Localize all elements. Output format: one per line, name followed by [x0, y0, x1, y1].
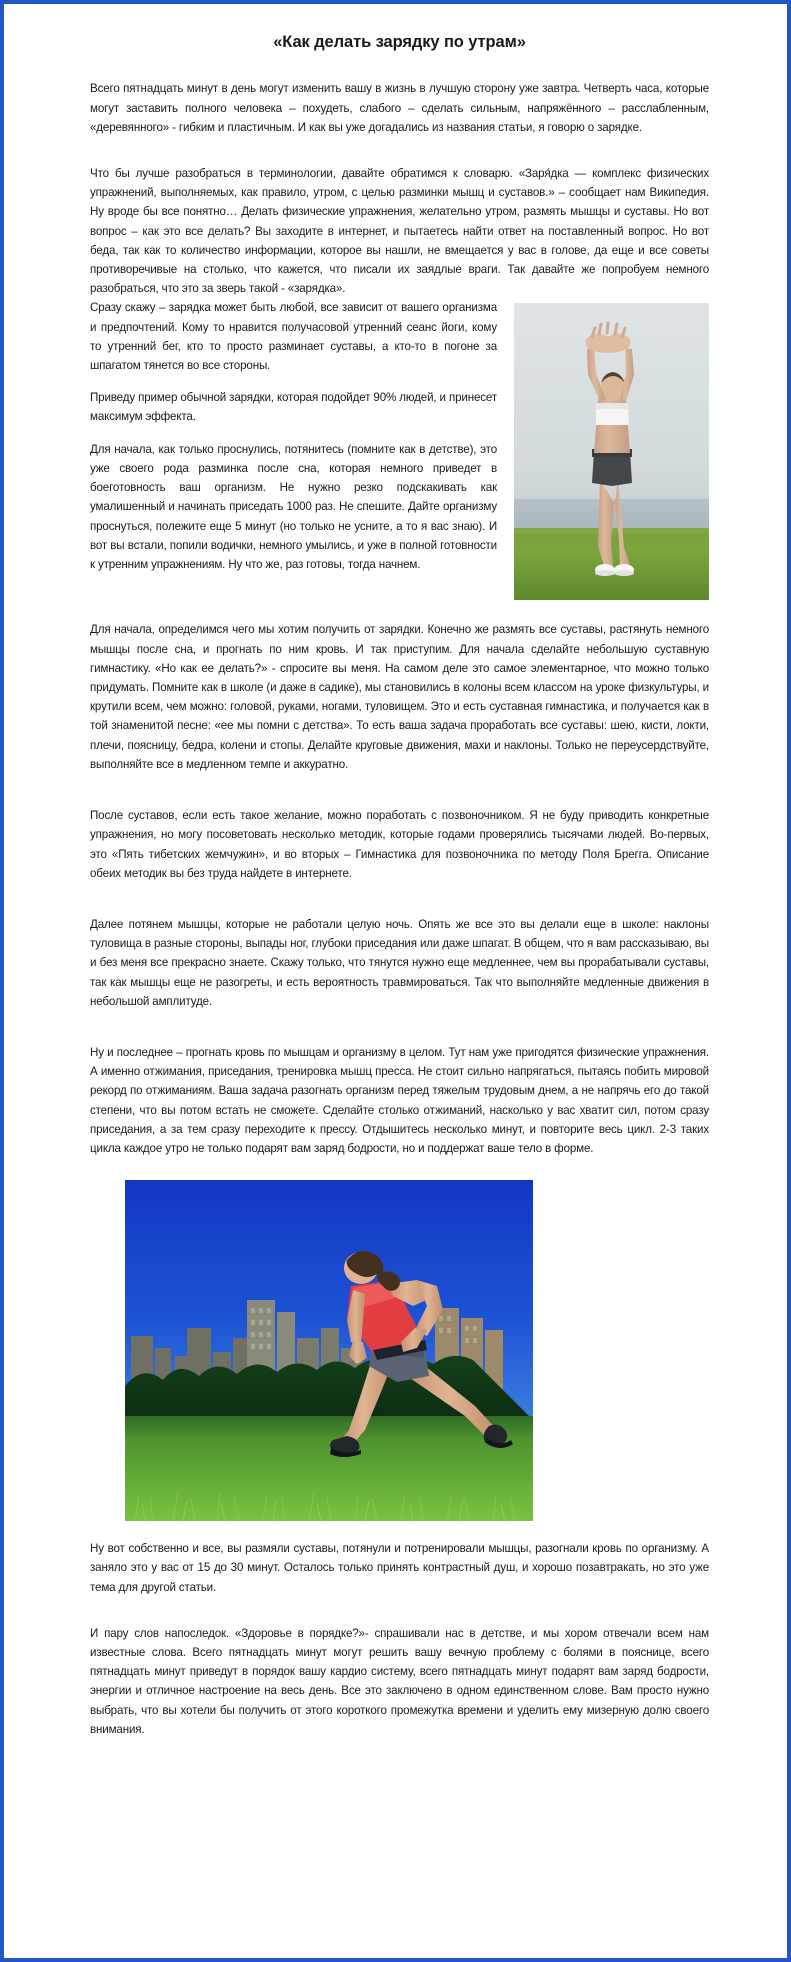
- woman-stretching-overhead-graphic: [514, 303, 709, 600]
- document-content: [90, 4, 709, 1958]
- paragraph-summary: Ну вот собственно и все, вы размяли суставы, потянули и потренировали мышцы, разогнали кровь по организму. А заняло это у вас от 15 до 30 минут. Осталось только принять контрастный душ, и хорошо позавтракать, но это уже тема для другой статьи.: [90, 1542, 709, 1594]
- paragraph-gap: [90, 150, 709, 164]
- paragraph-circulation: Ну и последнее – прогнать кровь по мышцам и организму в целом. Тут нам уже пригодятся физические упражнения. А именно отжимания, приседания, тренировка мышц пресса. Не стоит сильно напрягаться, пытаясь побить мировой рекорд по отжиманиям. Ваша задача разогнать организм перед тяжелым трудовым днем, а не напрячь его до такой степени, что вы потом встать не сможете. Сделайте столько отжиманий, насколько у вас хватит сил, потом сразу приседания, а за тем сразу переходите к прессу. Отдышитесь несколько минут, и повторите весь цикл. 2-3 таких цикла каждое утро не только подарят вам заряд бодрости, но и поддержат ваше тело в форме.: [90, 1045, 709, 1155]
- paragraph-gap-3: [90, 787, 709, 806]
- paragraph-intro: Всего пятнадцать минут в день могут изменить вашу в жизнь в лучшую сторону уже завтра. Четверть часа, которые могут заставить полного человека – похудеть, слабого – сделать сильным, напряжённого – расслабленным, «деревянного» - гибким и пластичным. И как вы уже догадались из названия статьи, я говорю о зарядке.: [90, 82, 709, 134]
- woman-stretching-overhead-photo: [514, 303, 709, 600]
- title-spacer: [90, 53, 709, 79]
- paragraph-closing: И пару слов напоследок. «Здоровье в порядке?»- спрашивали нас в детстве, и мы хором отвечали всем нам известные слова. Всего пятнадцать минут могут решить вашу вечную проблему с болями в пояснице, всего пятнадцать минут приведут в порядок вашу кардио систему, всего пятнадцать минут подарят вам заряд бодрости, энергии и отличное настроение на весь день. Все это заключено в одном единственном слове. Вам просто нужно выбрать, что вы хотели бы получить от этого короткого промежутка времени и уделить ему мизерную долю своего внимания.: [90, 1626, 709, 1736]
- paragraph-spine: После суставов, если есть такое желание, можно поработать с позвоночником. Я не буду приводить конкретные упражнения, но могу посоветовать несколько методик, которые годами проверялись тысячами людей. Во-первых, это «Пять тибетских жемчужин», и во вторых – Гимнастика для позвоночника по методу Поля Брегга. Описание обеих методик вы без труда найдете в интернете.: [90, 809, 709, 880]
- page-title: «Как делать зарядку по утрам»: [273, 33, 526, 51]
- woman-lunge-park-photo: [125, 1180, 533, 1521]
- paragraph-gap-4: [90, 896, 709, 915]
- paragraph-joints: Для начала, определимся чего мы хотим получить от зарядки. Конечно же размять все суставы, растянуть немного мышцы после сна, и прогнать по ним кровь. И так приступим. Для начала сделайте небольшую суставную гимнастику. «Но как ее делать?» - спросите вы меня. На самом деле это самое элементарное, что можно только придумать. Помните как в школе (и даже в садике), мы становились в колоны всем классом на уроке физкультуры, и крутили всем, чем можно: головой, руками, ногами, туловищем. Это и есть суставная гимнастика, и получается как в той знаменитой песне: «ее мы помни с детства». То есть ваша задача проработать все суставы: шею, кисти, локти, плечи, поясницу, бедра, колени и стопы. Делайте круговые движения, махи и наклоны. Только не переусердствуйте, выполняйте все в медленном темпе и аккуратно.: [90, 623, 709, 771]
- paragraph-muscles: Далее потянем мышцы, которые не работали целую ночь. Опять же все это вы делали еще в школе: наклоны туловища в разные стороны, выпады ног, глубоки приседания или даже шпагат. В общем, что я вам рассказываю, вы и без меня все прекрасно знаете. Скажу только, что тянутся нужно еще медленнее, чем вы прорабатывали суставы, так как мышцы еще не разогреты, и есть вероятность травмироваться. Так что выполняйте медленные движения в небольшой амплитуде.: [90, 917, 709, 1008]
- paragraph-example: Приведу пример обычной зарядки, которая подойдет 90% людей, и принесет максимум эффекта.: [90, 391, 497, 424]
- paragraph-terminology: Что бы лучше разобраться в терминологии, давайте обратимся к словарю. «Заря́дка — комплекс физических упражнений, выполняемых, как правило, утром, с целью разминки мышц и суставов.» – сообщает нам Википедия. Ну вроде бы все понятно… Делать физические упражнения, желательно утром, размять мышцы и суставы. Но вот вопрос – как это все делать? Вы заходите в интернет, и пытаетесь найти ответ на поставленный вопрос. Но вот беда, так как то количество информации, которое вы нашли, не вмещается у вас в голове, да еще и все советы противоречивые на столько, что кажется, что писали их заядлые враги. Так давайте же попробуем немного разобраться, что это за зверь такой - «зарядка».: [90, 167, 709, 296]
- paragraph-gap-5: [90, 1024, 709, 1043]
- paragraph-any-routine: Сразу скажу – зарядка может быть любой, все зависит от вашего организма и предпочтений. Кому то нравится получасовой утренний сеанс йоги, кому то утренний бег, кто то просто разминает суставы, а кто-то в погоне за шпагатом тянется во все стороны.: [90, 301, 497, 373]
- paragraph-gap-2: [90, 606, 709, 620]
- paragraph-wake-up: Для начала, как только проснулись, потянитесь (помните как в детстве), это уже своего рода разминка после сна, которая немного приведет в боеготовность ваш организм. Не нужно резко подскакивать как умалишенный и начинать приседать 1000 раз. Не спешите. Дайте организму проснуться, полежите еще 5 минут (но только не усните, а то я вас знаю). И вот вы встали, попили водички, немного умылись, и уже в полной готовности к утренним упражнениям. Ну что же, раз готовы, тогда начнем.: [90, 442, 497, 571]
- paragraph-gap-6: [90, 1610, 709, 1624]
- woman-lunge-park-graphic: [125, 1180, 533, 1521]
